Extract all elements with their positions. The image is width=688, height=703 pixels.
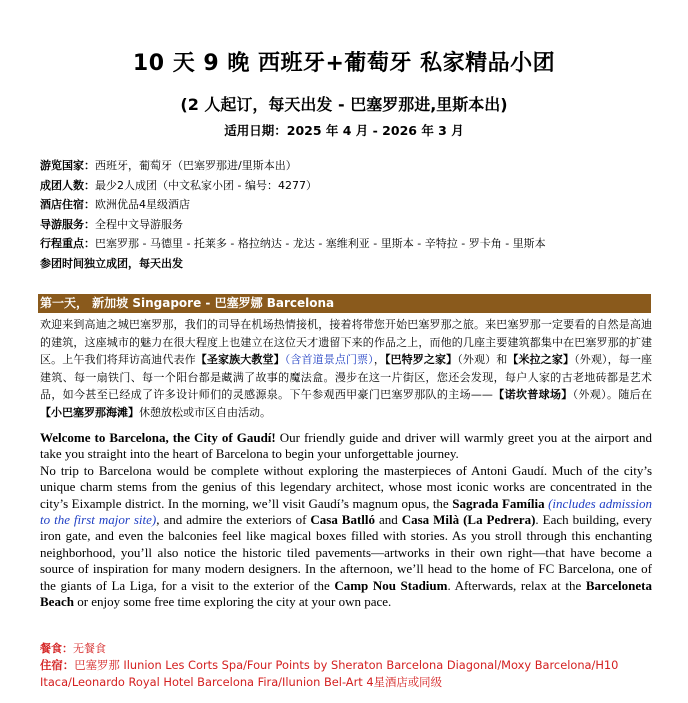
sight-barceloneta-beach-en: Barceloneta Beach [40, 577, 652, 610]
day-1-description-zh [40, 316, 652, 422]
zh-text: （外观），每一座建筑、每一扇铁门、每一个阳台都是藏满了故事的魔法盒。漫步在这一片街区，您还会发现，每户人家的古老地砖都是艺术品，如今甚至已经成了许多设计师们的灵感源泉。下午参观西甲豪门巴塞罗那队的主场—— [40, 353, 653, 402]
accommodation-info [40, 657, 660, 691]
day-1-description-en [40, 430, 652, 610]
en-text: Our friendly guide and driver will warmly greet you at the airport and take you straight into the heart of Barcelona to begin your unforgettable journey. [40, 430, 652, 462]
zh-text: （外观）。随后在 [572, 388, 653, 402]
info-value: 全程中文导游服务 [95, 217, 183, 231]
sight-camp-nou: 【诺坎普球场】 [492, 388, 573, 402]
sight-camp-nou-en: Camp Nou Stadium [334, 577, 448, 593]
en-text: or enjoy some free time exploring the city at your own pace. [73, 594, 392, 610]
zh-text: 休憩放松或市区自由活动。 [139, 405, 271, 419]
sight-casa-mila: 【米拉之家】 [507, 353, 575, 367]
page-title: 10 天 9 晚 西班牙+葡萄牙 私家精品小团 [132, 51, 556, 76]
info-note: 参团时间独立成团，每天出发 [40, 256, 183, 270]
info-row-guide [40, 215, 660, 235]
info-row-hotel [40, 195, 660, 215]
info-row-route [40, 234, 660, 254]
en-text: and [375, 512, 402, 528]
info-row-group-size [40, 176, 660, 196]
meal-label: 餐食： [40, 642, 73, 655]
valid-dates: 适用日期：2025 年 4 月 - 2026 年 3 月 [224, 123, 464, 138]
sight-sagrada-familia: 【圣家族大教堂】 [195, 353, 285, 367]
admission-note-en: (includes admission to the first major site) [40, 495, 652, 528]
accommodation-value: 巴塞罗那 Ilunion Les Corts Spa/Four Points by Sheraton Barcelona Diagonal/Moxy Barcelona/H10 Itaca/Leonardo Royal Hotel Barcelona Fira/Ilunion Bel-Art 4星酒店或同级 [40, 658, 619, 689]
accommodation-label: 住宿： [40, 658, 75, 672]
info-value: 欧洲优品4星级酒店 [95, 198, 190, 212]
en-paragraph-main [40, 463, 652, 611]
meal-info [40, 640, 106, 657]
info-value: 最少2人成团（中文私家小团 - 编号：4277） [95, 178, 317, 192]
sight-sagrada-familia-en: Sagrada Família [452, 495, 545, 511]
en-text: . Afterwards, relax at the [447, 577, 586, 593]
zh-text: （外观）和 [457, 353, 508, 367]
sight-casa-batllo-en: Casa Batlló [310, 512, 376, 528]
zh-text: 欢迎来到高迪之城巴塞罗那，我们的司导在机场热情接机，接着将带您开始巴塞罗那之旅。来巴塞罗那一定要看的自然是高迪的建筑，这座城市的魅力在很大程度上也建立在这位天才遗留下来的作品之上，而他的几座主要建筑都集中在巴塞罗那的扩建区。上午我们将拜访高迪代表作 [40, 318, 652, 367]
zh-text: ， [373, 353, 385, 367]
sight-casa-batllo: 【巴特罗之家】 [384, 353, 458, 367]
info-label: 酒店住宿： [40, 198, 95, 212]
info-value: 西班牙，葡萄牙（巴塞罗那进/里斯本出） [95, 159, 297, 172]
en-paragraph-welcome [40, 430, 652, 463]
en-text: , and admire the exteriors of [156, 512, 311, 528]
sight-casa-mila-en: Casa Milà (La Pedrera) [401, 512, 536, 528]
en-text: No trip to Barcelona would be complete without exploring the masterpieces of Antoni Gaudí. Much of the city’s unique charm stems from the genius of this legendary architect, whose most iconic works are concentrated in the city’s Eixample district. In the morning, we’ll visit Gaudí’s magnum opus, the [40, 462, 652, 511]
meal-value: 无餐食 [73, 642, 106, 655]
info-label: 成团人数： [40, 178, 95, 192]
sight-barceloneta-beach: 【小巴塞罗那海滩】 [40, 405, 139, 419]
en-text: . Each building, every iron gate, and even the balconies feel like magical boxes filled with stories. As you stroll through this enchanting neighborhood, you’ll also notice the historic tiled pavements—artworks in their own right—that have become a source of inspiration for many modern designers. In the afternoon, we’ll head to the home of FC Barcelona, one of the giants of La Liga, for a visit to the exterior of the [40, 512, 652, 593]
info-label: 导游服务： [40, 217, 95, 231]
page-subtitle: (2 人起订，每天出发 - 巴塞罗那进,里斯本出) [180, 95, 508, 114]
info-value: 巴塞罗那 - 马德里 - 托莱多 - 格拉纳达 - 龙达 - 塞维利亚 - 里斯本 - 辛特拉 - 罗卡角 - 里斯本 [95, 237, 546, 251]
day-1-heading: 第一天， 新加坡 Singapore - 巴塞罗娜 Barcelona [38, 294, 651, 313]
welcome-heading: Welcome to Barcelona, the City of Gaudí! [40, 430, 276, 445]
info-row-countries [40, 156, 660, 176]
admission-note: （含首道景点门票） [284, 353, 374, 367]
tour-info-block [40, 156, 660, 274]
info-label: 游览国家： [40, 159, 95, 172]
info-label: 行程重点： [40, 237, 95, 251]
